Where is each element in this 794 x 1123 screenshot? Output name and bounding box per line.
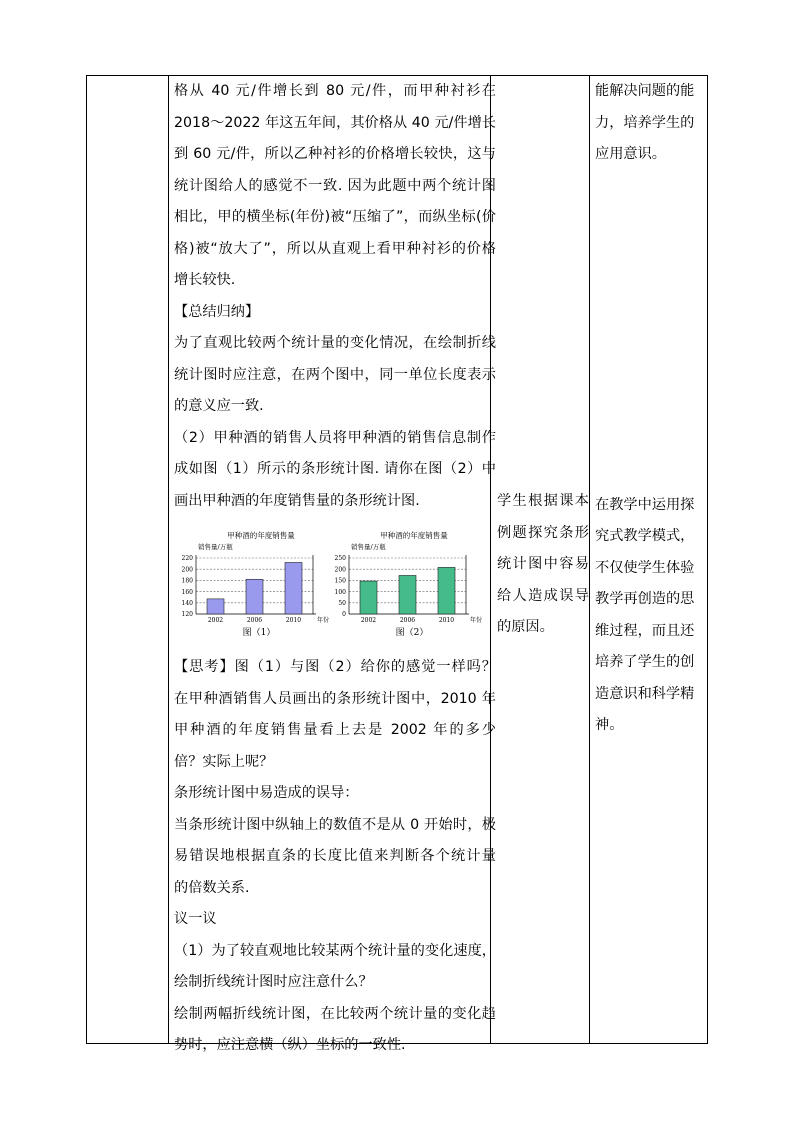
x-tick-label: 2010: [438, 617, 455, 624]
text-line: 统计图时应注意，在两个图中，同一单位长度表示: [174, 366, 496, 383]
bar: [360, 581, 377, 614]
explanation-paragraph: [174, 76, 496, 297]
chart-caption: 图（1）: [242, 628, 276, 638]
summary-heading: 【总结归纳】: [174, 303, 260, 320]
text-line: 统计图给人的感觉不一致. 因为此题中两个统计图: [174, 177, 496, 194]
x-tick-label: 2006: [399, 617, 416, 624]
task-paragraph: [174, 423, 496, 518]
y-axis-label: 销售量/万瓶: [351, 543, 386, 551]
column-divider-3: [589, 75, 590, 1044]
table-border-right: [707, 75, 708, 1044]
bar-chart-figure-1: [174, 531, 332, 643]
design-intent-bottom-text: 在教学中运用探究式教学模式，不仅使学生体验教学再创造的思维过程，而且还培养了学生的创造意识和科学精神。: [595, 496, 695, 733]
student-activity-column: [497, 75, 589, 644]
y-tick-label: 220: [181, 555, 193, 563]
text-line: 格)被“放大了”，所以从直观上看甲种衬衫的价格: [174, 240, 496, 257]
column-divider-1: [168, 75, 169, 1044]
chart-caption: 图（2）: [395, 628, 429, 638]
activity-column: [174, 75, 496, 1062]
text-line: 易错误地根据直条的长度比值来判断各个统计量: [174, 848, 496, 864]
y-tick-label: 100: [334, 588, 346, 596]
text-line: 绘制两幅折线统计图，在比较两个统计量的变化趋: [174, 1005, 496, 1022]
text-line: （1）为了较直观地比较某两个统计量的变化速度，: [174, 942, 496, 959]
summary-paragraph: [174, 328, 496, 423]
text-line: 的意义应一致.: [174, 398, 264, 414]
text-line: 势时，应注意横（纵）坐标的一致性.: [174, 1037, 406, 1053]
y-tick-label: 0: [342, 611, 346, 619]
y-tick-label: 140: [181, 600, 193, 607]
text-line: 相比，甲的横坐标(年份)被“压缩了”，而纵坐标(价: [174, 209, 496, 225]
design-intent-column: [595, 75, 707, 742]
y-tick-label: 180: [181, 577, 193, 585]
text-line: 为了直观比较两个统计量的变化情况，在绘制折线: [174, 335, 496, 351]
text-line: 到 60 元/件，所以乙种衬衫的价格增长较快，这与: [174, 146, 496, 162]
y-tick-label: 250: [334, 555, 346, 563]
table-border-left: [86, 75, 87, 1044]
text-line: 绘制折线统计图时应注意什么？: [174, 974, 373, 990]
bar: [246, 579, 263, 614]
y-axis-label: 销售量/万瓶: [198, 543, 233, 551]
chart-title: 甲种酒的年度销售量: [227, 531, 295, 540]
bar-chart-figure-2: [327, 531, 485, 643]
y-tick-label: 150: [334, 577, 346, 585]
y-tick-label: 200: [334, 566, 346, 574]
text-line: 倍？实际上呢？: [174, 753, 274, 770]
text-line: （2）甲种酒的销售人员将甲种酒的销售信息制作: [174, 429, 496, 446]
x-axis-label: 年份: [317, 617, 330, 624]
text-line: 当条形统计图中纵轴上的数值不是从 0 开始时，极: [174, 816, 496, 833]
y-tick-label: 50: [338, 600, 346, 607]
text-line: 【思考】图（1）与图（2）给你的感觉一样吗？: [174, 659, 496, 675]
x-axis-label: 年份: [470, 617, 483, 624]
bar-charts: [174, 531, 496, 645]
design-intent-top-text: 能解决问题的能力，培养学生的应用意识。: [595, 83, 695, 162]
x-tick-label: 2006: [246, 617, 263, 624]
y-tick-label: 160: [181, 588, 193, 596]
text-line: 条形统计图中易造成的误导：: [174, 785, 359, 801]
text-line: 的倍数关系.: [174, 879, 250, 896]
bar: [438, 567, 455, 614]
bar: [207, 599, 224, 614]
text-line: 2018～2022 年这五年间，其价格从 40 元/件增长: [174, 114, 496, 131]
lesson-table: [86, 75, 708, 1053]
text-line: 成如图（1）所示的条形统计图. 请你在图（2）中: [174, 461, 496, 477]
chart-title: 甲种酒的年度销售量: [380, 531, 448, 540]
text-line: 在甲种酒销售人员画出的条形统计图中，2010 年: [174, 690, 496, 707]
x-tick-label: 2002: [207, 617, 224, 624]
text-line: 画出甲种酒的年度销售量的条形统计图.: [174, 492, 420, 509]
text-line: 格从 40 元/件增长到 80 元/件，而甲种衬衫在: [174, 83, 496, 99]
text-line: 增长较快.: [174, 272, 236, 288]
bar: [285, 562, 302, 614]
bar: [399, 575, 416, 614]
y-tick-label: 200: [181, 566, 193, 574]
think-paragraph: [174, 652, 496, 1062]
text-line: 议一议: [174, 911, 217, 927]
x-tick-label: 2002: [360, 617, 377, 624]
text-line: 甲种酒的年度销售量看上去是 2002 年的多少: [174, 722, 496, 738]
x-tick-label: 2010: [285, 617, 302, 624]
student-activity-text: 学生根据课本例题探究条形统计图中容易给人造成误导的原因。: [497, 493, 589, 635]
y-tick-label: 120: [181, 611, 193, 619]
